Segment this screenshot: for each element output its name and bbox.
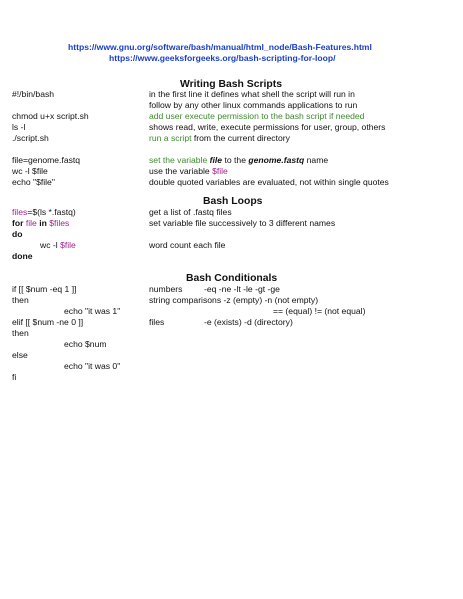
code-for (12, 218, 69, 229)
desc-file-assign-e: name (304, 155, 329, 165)
code-done: done (12, 251, 33, 261)
desc-run-script-green: run a script (149, 133, 192, 143)
desc-string-comparisons: string comparisons -z (empty) -n (not empty) (149, 295, 319, 305)
code-shebang: #!/bin/bash (12, 89, 55, 99)
desc-run-script-rest: from the current directory (191, 133, 290, 143)
link-bash-for-loop[interactable]: https://www.geeksforgeeks.org/bash-scripting-for-loop/ (109, 53, 336, 63)
desc-wc-file-a: use the variable (149, 166, 213, 176)
code-file-assign: file=genome.fastq (12, 155, 81, 165)
desc-file-assign-a: set the variable (149, 155, 210, 165)
desc-chmod: add user execute permission to the bash script if needed (149, 111, 365, 121)
code-for-var: file (25, 218, 37, 228)
desc-echo-file: double quoted variables are evaluated, not within single quotes (149, 177, 389, 187)
desc-file-assign-d: genome.fastq (248, 155, 305, 165)
desc-ls: shows read, write, execute permissions for user, group, others (149, 122, 386, 132)
code-elif: elif [[ $num -ne 0 ]] (12, 317, 84, 327)
desc-follow: follow by any other linux commands applications to run (149, 100, 358, 110)
code-ls: ls -l (12, 122, 26, 132)
heading-writing-bash-scripts: Writing Bash Scripts (180, 79, 282, 90)
code-run-script: ./script.sh (12, 133, 49, 143)
desc-files-list: get a list of .fastq files (149, 207, 232, 217)
code-if: if [[ $num -eq 1 ]] (12, 284, 77, 294)
desc-shebang: in the first line it defines what shell the script will run in (149, 89, 355, 99)
code-else: else (12, 350, 28, 360)
desc-numbers: -eq -ne -lt -le -gt -ge (204, 284, 280, 294)
code-then-1: then (12, 295, 29, 305)
desc-wc-file-b: $file (212, 166, 228, 176)
code-files-list (12, 207, 76, 218)
code-fi: fi (12, 372, 17, 382)
code-wc-loop-a: wc -l (40, 240, 61, 250)
desc-file-assign-c: to the (222, 155, 249, 165)
heading-bash-loops: Bash Loops (203, 196, 263, 207)
code-then-2: then (12, 328, 29, 338)
desc-equality: == (equal) != (not equal) (273, 306, 366, 316)
desc-run-script (149, 133, 290, 144)
desc-file-assign-b: file (209, 155, 223, 165)
desc-wc-loop: word count each file (149, 240, 226, 250)
code-echo-num: echo $num (64, 339, 107, 349)
code-files-var: files (12, 207, 28, 217)
code-echo-1: echo "it was 1" (64, 306, 121, 316)
code-chmod: chmod u+x script.sh (12, 111, 89, 121)
code-wc-file: wc -l $file (12, 166, 48, 176)
code-for-in: in (36, 218, 50, 228)
code-wc-loop-b: $file (60, 240, 76, 250)
label-numbers: numbers (149, 284, 183, 294)
code-for-files: $files (49, 218, 70, 228)
label-files: files (149, 317, 165, 327)
code-echo-0: echo "it was 0" (64, 361, 121, 371)
link-bash-features[interactable]: https://www.gnu.org/software/bash/manual/html_node/Bash-Features.html (68, 42, 372, 52)
code-for-kw: for (12, 218, 26, 228)
desc-file-assign (149, 155, 328, 166)
code-do: do (12, 229, 23, 239)
code-echo-file: echo "$file" (12, 177, 55, 187)
desc-files: -e (exists) -d (directory) (204, 317, 293, 327)
code-files-rest: =$(ls *.fastq) (27, 207, 76, 217)
desc-wc-file (149, 166, 228, 177)
heading-bash-conditionals: Bash Conditionals (186, 273, 278, 284)
desc-for: set variable file successively to 3 different names (149, 218, 336, 228)
code-wc-loop (40, 240, 76, 251)
